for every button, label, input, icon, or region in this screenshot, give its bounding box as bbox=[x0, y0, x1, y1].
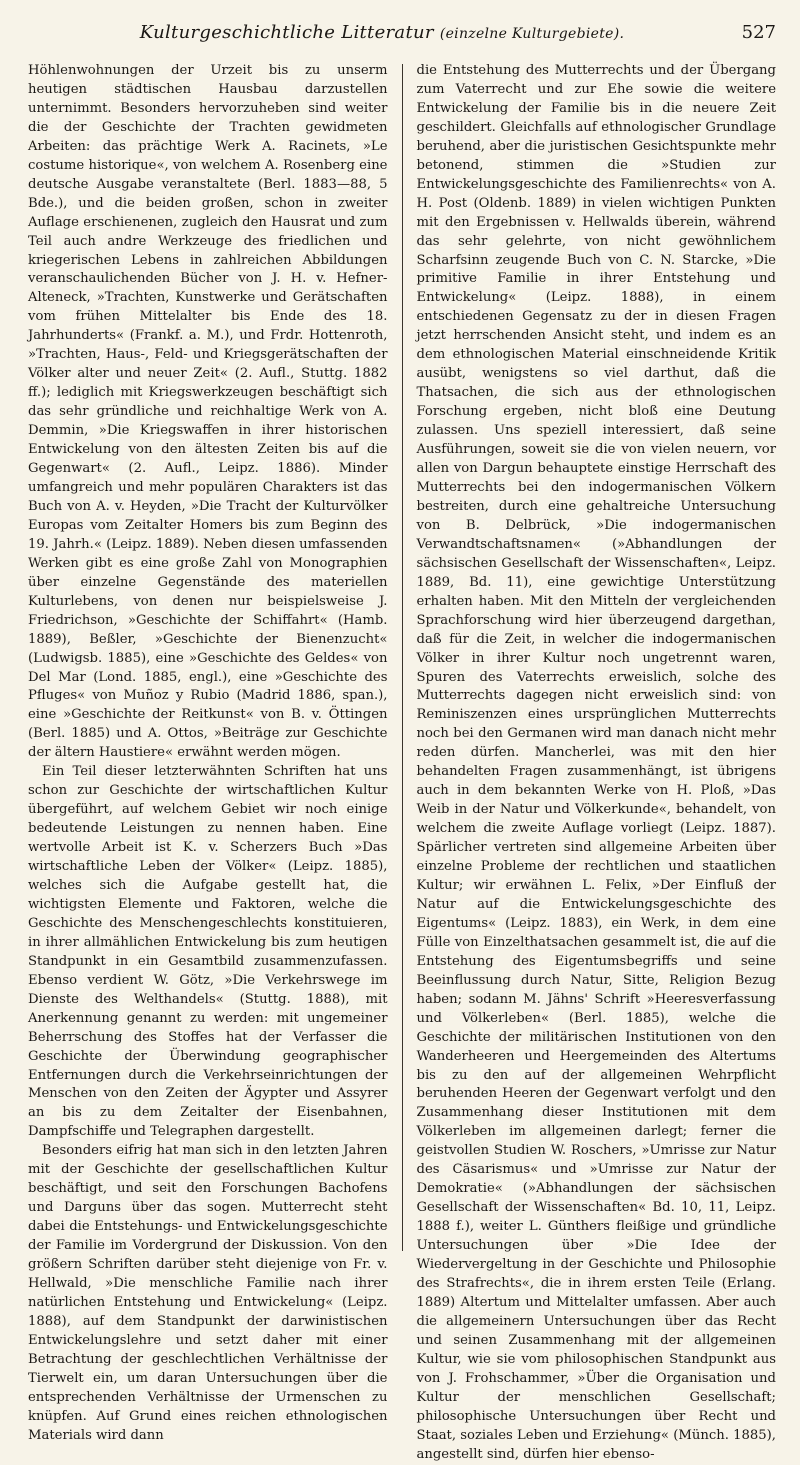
paragraph: die Entstehung des Mutterrechts und der Übergang zum Vaterrecht und zur Ehe sowie die weitere Entwickelung der Familie bis in die neuere Zeit geschildert. Gleichfalls auf ethnologischer Grundlage beruhend, aber die juristischen Gesichtspunkte mehr betonend, stimmen die »Studien zur Entwickelungsgeschichte des Familienrechts« von A. H. Post (Oldenb. 1889) in vielen wichtigen Punkten mit den Ergebnissen v. Hellwalds überein, während das sehr gelehrte, von nicht gewöhnlichem Scharfsinn zeugende Buch von C. N. Starcke, »Die primitive Familie in ihrer Entstehung und Entwickelung« (Leipz. 1888), in einem entschiedenen Gegensatz zu der in diesen Fragen jetzt herrschenden Ansicht steht, und indem es an dem ethnologischen Material einschneidende Kritik ausübt, wenigstens so viel darthut, daß die Thatsachen, die sich aus der ethnologischen Forschung ergeben, nicht bloß eine Deutung zulassen. Uns speziell interessiert, daß seine Ausführungen, soweit sie die von vielen neuern, vor allen von Dargun behauptete einstige Herrschaft des Mutterrechts bei den indogermanischen Völkern bestreiten, durch eine gehaltreiche Untersuchung von B. Delbrück, »Die indogermanischen Verwandtschaftsnamen« (»Abhandlungen der sächsischen Gesellschaft der Wissenschaften«, Leipz. 1889, Bd. 11), eine gewichtige Unterstützung erhalten haben. Mit den Mitteln der vergleichenden Sprachforschung wird hier überzeugend dargethan, daß für die Zeit, in welcher die indogermanischen Völker in ihrer Kultur noch ungetrennt waren, Spuren des Vaterrechts erweislich, solche des Mutterrechts dagegen nicht erweislich sind: von Reminiszenzen eines ursprünglichen Mutterrechts noch bei den Germanen wird man danach nicht mehr reden dürfen. Mancherlei, was mit den hier behandelten Fragen zusammenhängt, ist übrigens auch in dem bekannten Werke von H. Ploß, »Das Weib in der Natur und Völkerkunde«, behandelt, von welchem die zweite Auflage vorliegt (Leipz. 1887). Spärlicher vertreten sind allgemeine Arbeiten über einzelne Probleme der rechtlichen und staatlichen Kultur; wir erwähnen L. Felix, »Der Einfluß der Natur auf die Entwickelungsgeschichte des Eigentums« (Leipz. 1883), ein Werk, in dem eine Fülle von Einzelthatsachen gesammelt ist, die auf die Entstehung des Eigentumsbegriffs und seine Beeinflussung durch Natur, Sitte, Religion Bezug haben; sodann M. Jähns' Schrift »Heeresverfassung und Völkerleben« (Berl. 1885), welche die Geschichte der militärischen Institutionen von den Wanderheeren und Heergemeinden des Altertums bis zu den auf der allgemeinen Wehrpflicht beruhenden Heeren der Gegenwart verfolgt und den Zusammenhang dieser Institutionen mit dem Völkerleben im allgemeinen darlegt; ferner die geistvollen Studien W. Roschers, »Umrisse zur Natur des Cäsarismus« und »Umrisse zur Natur der Demokratie« (»Abhandlungen der sächsischen Gesellschaft der Wissenschaften« Bd. 10, 11, Leipz. 1888 f.), weiter L. Günthers fleißige und gründliche Untersuchungen über »Die Idee der Wiedervergeltung in der Geschichte und Philosophie des Strafrechts«, die in ihrem ersten Teile (Erlang. 1889) Altertum und Mittelalter umfassen. Aber auch die allgemeinern Untersuchungen über das Recht und seinen Zusammenhang mit der allgemeinen Kultur, wie sie vom philosophischen Standpunkt aus von J. Frohschammer, »Über die Organisation und Kultur der menschlichen Gesellschaft; philosophische Untersuchungen über Recht und Staat, soziales Leben und Erziehung« (Münch. 1885), angestellt sind, dürfen hier ebenso- bbox=[416, 63, 776, 1462]
left-column bbox=[28, 62, 388, 1443]
running-title-main: Kulturgeschichtliche Litteratur bbox=[139, 22, 434, 43]
column-divider bbox=[402, 64, 403, 1251]
paragraph: Besonders eifrig hat man sich in den letzten Jahren mit der Geschichte der gesellschaftlichen Kultur beschäftigt, und seit den Forschungen Bachofens und Darguns über das sogen. Mutterrecht steht dabei die Entstehungs- und Entwickelungsgeschichte der Familie im Vordergrund der Diskussion. Von den größern Schriften darüber steht diejenige von Fr. v. Hellwald, »Die menschliche Familie nach ihrer natürlichen Entstehung und Entwickelung« (Leipz. 1888), auf dem Standpunkt der darwinistischen Entwickelungslehre und setzt daher mit einer Betrachtung der geschlechtlichen Verhältnisse der Tierwelt ein, um daran Untersuchungen über die entsprechenden Verhältnisse der Urmenschen zu knüpfen. Auf Grund eines reichen ethnologischen Materials wird dann bbox=[28, 1143, 388, 1443]
page-header bbox=[28, 0, 776, 56]
paragraph: Höhlenwohnungen der Urzeit bis zu unserm heutigen städtischen Hausbau darzustellen unternimmt. Besonders hervorzuheben sind weiter die der Geschichte der Trachten gewidmeten Arbeiten: das prächtige Werk A. Racinets, »Le costume historique«, von welchem A. Rosenberg eine deutsche Ausgabe veranstaltete (Berl. 1883—88, 5 Bde.), und die beiden großen, schon in zweiter Auflage erschienenen, zugleich den Hausrat und zum Teil auch andre Werkzeuge des friedlichen und kriegerischen Lebens in zahlreichen Abbildungen veranschaulichenden Bücher von J. H. v. Hefner-Alteneck, »Trachten, Kunstwerke und Gerätschaften vom frühen Mittelalter bis Ende des 18. Jahrhunderts« (Frankf. a. M.), und Frdr. Hottenroth, »Trachten, Haus-, Feld- und Kriegsgerätschaften der Völker alter und neuer Zeit« (2. Aufl., Stuttg. 1882 ff.); lediglich mit Kriegswerkzeugen beschäftigt sich das sehr gründliche und reichhaltige Werk von A. Demmin, »Die Kriegswaffen in ihrer historischen Entwickelung von den ältesten Zeiten bis auf die Gegenwart« (2. Aufl., Leipz. 1886). Minder umfangreich und mehr populären Charakters ist das Buch von A. v. Heyden, »Die Tracht der Kulturvölker Europas vom Zeitalter Homers bis zum Beginn des 19. Jahrh.« (Leipz. 1889). Neben diesen umfassenden Werken gibt es eine große Zahl von Monographien über einzelne Gegenstände des materiellen Kulturlebens, von denen nur beispielsweise J. Friedrichson, »Geschichte der Schiffahrt« (Hamb. 1889), Beßler, »Geschichte der Bienenzucht« (Ludwigsb. 1885), eine »Geschichte des Geldes« von Del Mar (Lond. 1885, engl.), eine »Geschichte des Pfluges« von Muñoz y Rubio (Madrid 1886, span.), eine »Geschichte der Reitkunst« von B. v. Öttingen (Berl. 1885) und A. Ottos, »Beiträge zur Geschichte der ältern Haustiere« erwähnt werden mögen. bbox=[28, 63, 388, 761]
running-title bbox=[28, 22, 736, 43]
right-column bbox=[416, 62, 777, 1462]
two-column-body bbox=[28, 62, 776, 1462]
page-number: 527 bbox=[741, 22, 776, 43]
paragraph: Ein Teil dieser letzterwähnten Schriften hat uns schon zur Geschichte der wirtschaftlichen Kultur übergeführt, auf welchem Gebiet wir noch einige bedeutende Leistungen zu nennen haben. Eine wertvolle Arbeit ist K. v. Scherzers Buch »Das wirtschaftliche Leben der Völker« (Leipz. 1885), welches sich die Aufgabe gestellt hat, die wichtigsten Elemente und Faktoren, welche die Geschichte des Menschengeschlechts konstituieren, in ihrer allmählichen Entwickelung bis zum heutigen Standpunkt in ein Gesamtbild zusammenzufassen. Ebenso verdient W. Götz, »Die Verkehrswege im Dienste des Welthandels« (Stuttg. 1888), mit Anerkennung genannt zu werden: mit ungemeiner Beherrschung des Stoffes hat der Verfasser die Geschichte der Überwindung geographischer Entfernungen durch die Verkehrseinrichtungen der Menschen von den Zeiten der Ägypter und Assyrer an bis zu dem Zeitalter der Eisenbahnen, Dampfschiffe und Telegraphen dargestellt. bbox=[28, 764, 388, 1140]
running-title-sub: (einzelne Kulturgebiete). bbox=[439, 26, 625, 42]
